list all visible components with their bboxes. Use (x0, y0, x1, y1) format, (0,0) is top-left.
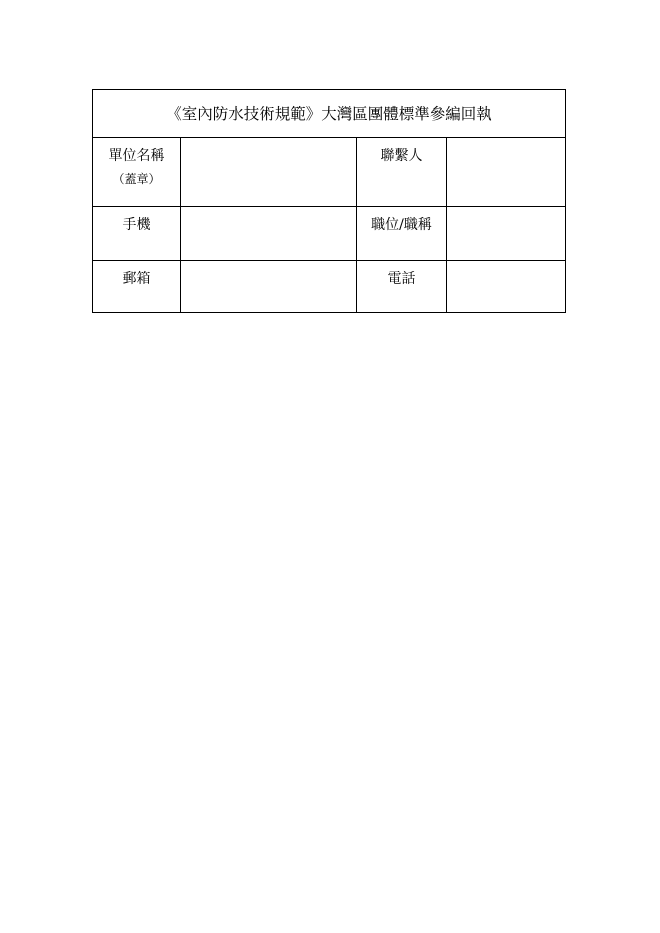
phone-field[interactable] (447, 261, 566, 313)
seal-note-label: （蓋章） (112, 172, 161, 186)
form-title: 《室內防水技術規範》大灣區團體標準參編回執 (93, 90, 566, 138)
table-row (93, 207, 566, 261)
table-row (93, 138, 566, 207)
table-row (93, 261, 566, 313)
unit-name-label-cell (93, 138, 181, 207)
email-label: 郵箱 (93, 261, 181, 313)
mobile-label: 手機 (93, 207, 181, 261)
phone-label: 電話 (357, 261, 447, 313)
position-title-field[interactable] (447, 207, 566, 261)
email-field[interactable] (181, 261, 357, 313)
contact-person-label: 聯繫人 (357, 138, 447, 207)
form-title-row (93, 90, 566, 138)
reply-form-table (92, 89, 566, 313)
mobile-field[interactable] (181, 207, 357, 261)
unit-name-field[interactable] (181, 138, 357, 207)
unit-name-label: 單位名稱 (108, 148, 165, 164)
contact-person-field[interactable] (447, 138, 566, 207)
position-title-label: 職位/職稱 (357, 207, 447, 261)
